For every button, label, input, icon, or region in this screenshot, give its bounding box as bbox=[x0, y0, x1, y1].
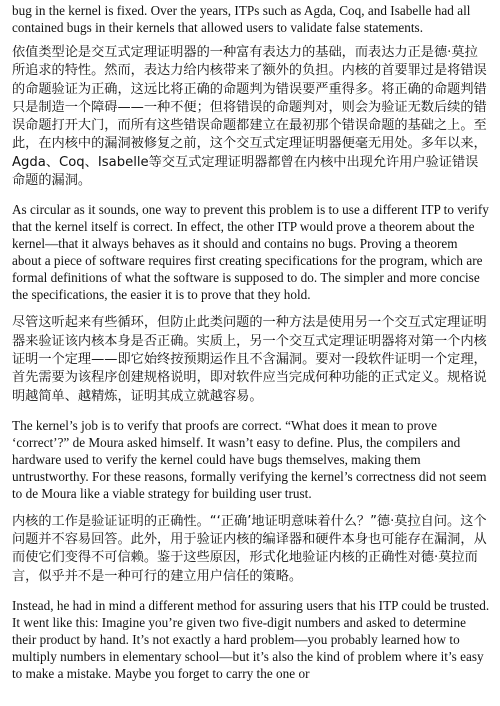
paragraph-chinese-1: 依值类型论是交互式定理证明器的一种富有表达力的基础，而表达力正是德·莫拉所追求的特性。然而，表达力给内核带来了额外的负担。内核的首要罪过是将错误的命题验证为正确，这远比将正确的命题判为错误要严重得多。将正确的命题判错只是制造一个障碍——一种不便；但将错误的命题判对，则会为验证无数后续的错误命题打开大门，而所有这些错误命题都建立在最初那个错误命题的基础之上。至此，在内核中的漏洞被修复之前，这个交互式定理证明器便毫无用处。多年以来，Agda、Coq、Isabelle等交互式定理证明器都曾在内核中出现允许用户验证错误命题的漏洞。 bbox=[12, 45, 487, 189]
paragraph-chinese-2: 尽管这听起来有些循环，但防止此类问题的一种方法是使用另一个交互式定理证明器来验证该内核本身是否正确。实质上，另一个交互式定理证明器将对第一个内核证明一个定理——即它始终按预期运作且不含漏洞。要对一段软件证明一个定理，首先需要为该程序创建规格说明，即对软件应当完成何种功能的正式定义。规格说明越简单、越精炼，证明其成立就越容易。 bbox=[12, 315, 487, 404]
paragraph-chinese-3: 内核的工作是验证证明的正确性。“‘正确’地证明意味着什么？”德·莫拉自问。这个问题并不容易回答。此外，用于验证内核的编译器和硬件本身也可能存在漏洞，从而使它们变得不可信赖。鉴于这些原因，形式化地验证内核的正确性对德·莫拉而言，似乎并不是一种可行的建立用户信任的策略。 bbox=[12, 513, 487, 584]
paragraph-english-2: As circular as it sounds, one way to prevent this problem is to use a different ITP to verify that the kernel itself is correct. In effect, the other ITP would prove a theorem about the kernel—that it always behaves as it should and contains no bugs. Proving a theorem about a piece of software requires first creating specifications for the program, which are formal definitions of what the software is supposed to do. The simpler and more concise the specifications, the easier it is to prove that they hold. bbox=[12, 202, 489, 303]
paragraph-english-3: The kernel’s job is to verify that proofs are correct. “What does it mean to prove ‘correct’?” de Moura asked himself. It wasn’t easy to define. Plus, the compilers and hardware used to verify the kernel could have bugs themselves, making them untrustworthy. For these reasons, formally verifying the kernel’s correctness did not seem to de Moura like a viable strategy for building user trust. bbox=[12, 417, 487, 501]
paragraph-english-1: bug in the kernel is fixed. Over the years, ITPs such as Agda, Coq, and Isabelle had all contained bugs in their kernels that allowed users to validate false statements. bbox=[12, 3, 471, 35]
paragraph-english-4: Instead, he had in mind a different method for assuring users that his ITP could be trusted. It went like this: Imagine you’re given two five-digit numbers and asked to determine their product by hand. It’s not exactly a hard problem—you probably learned how to multiply numbers in elementary school—but it’s also the kind of problem where it’s easy to make a mistake. Maybe you forget to carry the one or bbox=[12, 598, 490, 682]
document-page bbox=[12, 0, 490, 682]
